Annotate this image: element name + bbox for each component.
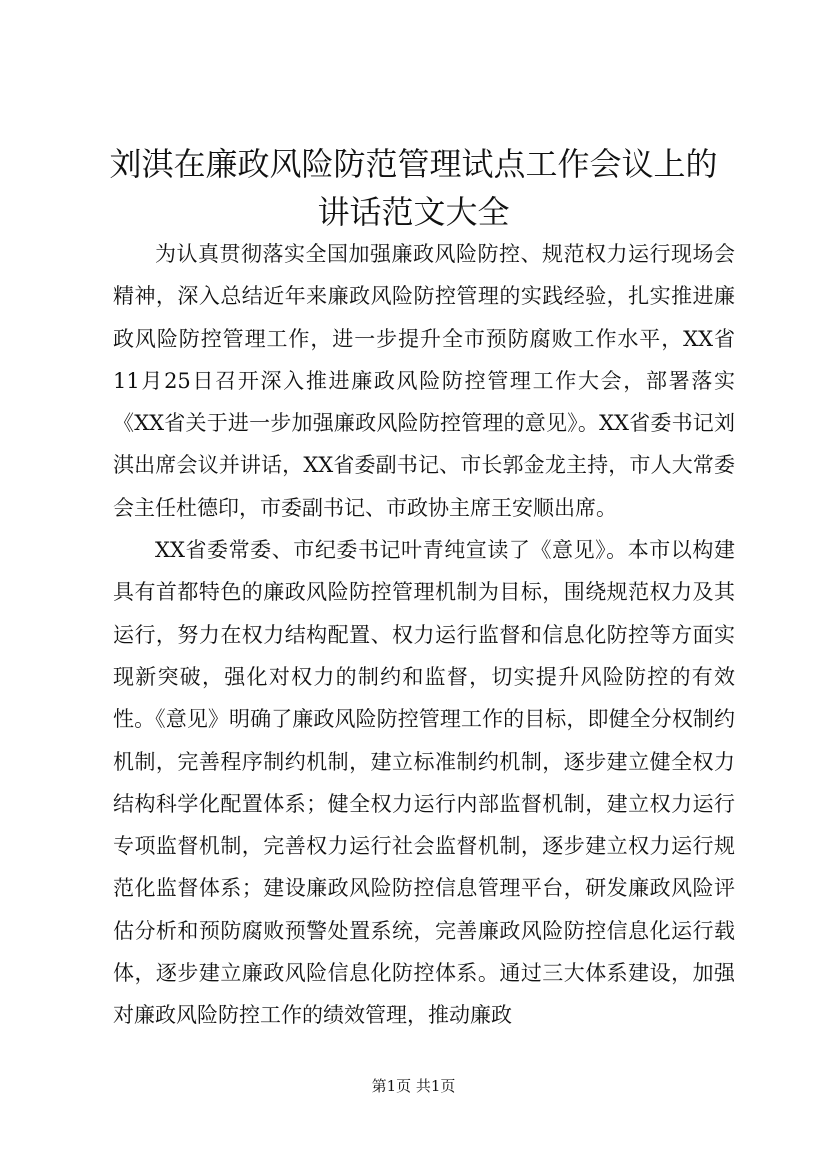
document-body: [113, 233, 735, 1037]
paragraph-2: XX省委常委、市纪委书记叶青纯宣读了《意见》。本市以构建具有首都特色的廉政风险防控管理机制为目标，围绕规范权力及其运行，努力在权力结构配置、权力运行监督和信息化防控等方面实现新突破，强化对权力的制约和监督，切实提升风险防控的有效性。《意见》明确了廉政风险防控管理工作的目标，即健全分权制约机制，完善程序制约机制，建立标准制约机制，逐步建立健全权力结构科学化配置体系；健全权力运行内部监督机制，建立权力运行专项监督机制，完善权力运行社会监督机制，逐步建立权力运行规范化监督体系；建设廉政风险防控信息管理平台，研发廉政风险评估分析和预防腐败预警处置系统，完善廉政风险防控信息化运行载体，逐步建立廉政风险信息化防控体系。通过三大体系建设，加强对廉政风险防控工作的绩效管理，推动廉政: [113, 538, 735, 1028]
paragraph-1: 为认真贯彻落实全国加强廉政风险防控、规范权力运行现场会精神，深入总结近年来廉政风险防控管理的实践经验，扎实推进廉政风险防控管理工作，进一步提升全市预防腐败工作水平，XX省11月25日召开深入推进廉政风险防控管理工作大会，部署落实《XX省关于进一步加强廉政风险防控管理的意见》。XX省委书记刘淇出席会议并讲话，XX省委副书记、市长郭金龙主持，市人大常委会主任杜德印，市委副书记、市政协主席王安顺出席。: [113, 242, 735, 520]
document-title: 刘淇在廉政风险防范管理试点工作会议上的讲话范文大全: [109, 145, 718, 231]
page-number-footer: 第1页 共1页: [371, 1077, 456, 1095]
